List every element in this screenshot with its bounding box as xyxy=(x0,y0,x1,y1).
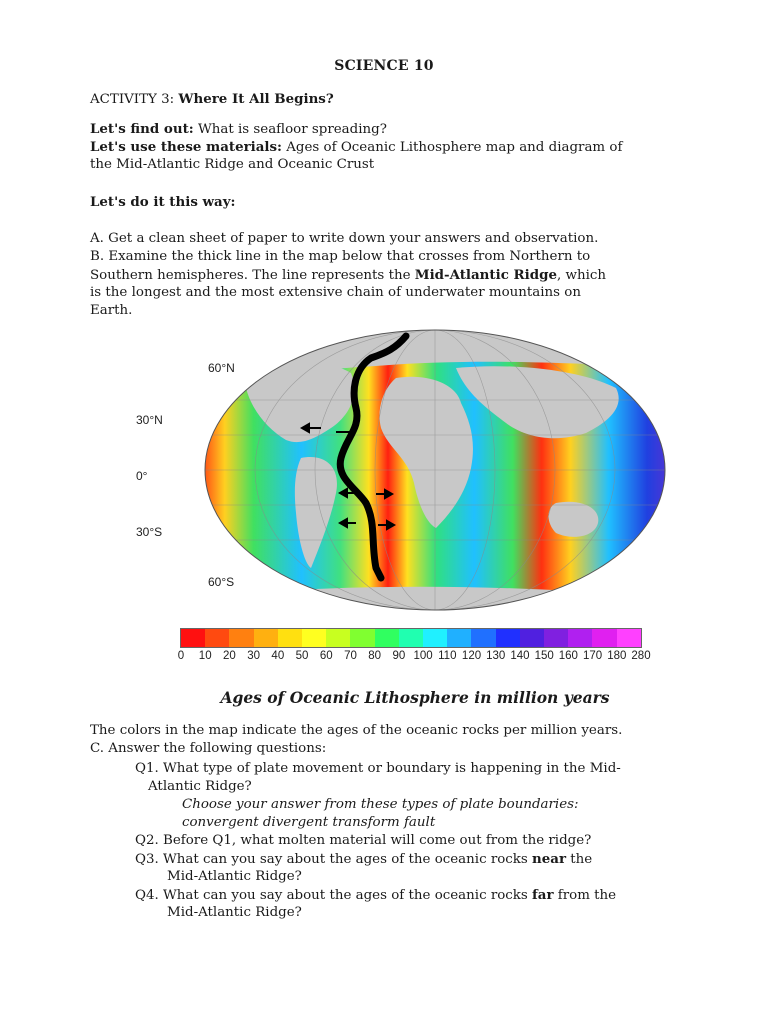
question-3-line-1 xyxy=(135,850,592,869)
colorbar-swatch xyxy=(544,629,568,647)
question-1-hint-2: convergent divergent transform fault xyxy=(182,815,436,830)
colorbar-tick-label: 70 xyxy=(344,650,357,662)
colorbar-swatch xyxy=(496,629,520,647)
colorbar-swatch xyxy=(229,629,253,647)
colorbar-tick-label: 40 xyxy=(271,650,285,662)
colorbar-swatch xyxy=(520,629,544,647)
colorbar-tick-label: 130 xyxy=(486,650,506,662)
colorbar-tick-label: 160 xyxy=(558,650,578,662)
page-title: SCIENCE 10 xyxy=(334,58,434,74)
question-4-text-end: from the xyxy=(553,888,617,903)
lat-label-30n: 30°N xyxy=(136,413,163,427)
activity-name: Where It All Begins? xyxy=(178,91,334,107)
step-b-text: Southern hemispheres. The line represents the xyxy=(90,268,415,283)
find-out-label: Let's find out: xyxy=(90,121,194,137)
map-caption: Ages of Oceanic Lithosphere in million years xyxy=(220,688,610,707)
ocean-age-map xyxy=(126,328,666,618)
colorbar-swatch xyxy=(592,629,616,647)
lat-label-30s: 30°S xyxy=(136,525,163,539)
question-3-text: Q3. What can you say about the ages of the oceanic rocks xyxy=(135,852,533,867)
colorbar-tick-label: 10 xyxy=(198,650,212,662)
question-4-line-2: Mid-Atlantic Ridge? xyxy=(167,905,302,920)
colorbar-swatch xyxy=(278,629,302,647)
colorbar-tick-label: 20 xyxy=(223,650,236,662)
lat-label-equator: 0° xyxy=(136,469,148,483)
find-out-line xyxy=(90,120,387,139)
materials-line-2: the Mid-Atlantic Ridge and Oceanic Crust xyxy=(90,157,375,172)
question-1-hint-1: Choose your answer from these types of plate boundaries: xyxy=(182,797,579,812)
question-1-line-2: Atlantic Ridge? xyxy=(148,779,252,794)
question-4-text: Q4. What can you say about the ages of the oceanic rocks xyxy=(135,888,533,903)
colorbar-swatch xyxy=(326,629,350,647)
question-1-line-1: Q1. What type of plate movement or boundary is happening in the Mid- xyxy=(135,761,621,776)
lat-label-60s: 60°S xyxy=(208,575,235,589)
question-3-text-end: the xyxy=(566,852,593,867)
colorbar-swatch xyxy=(399,629,423,647)
step-b-line-3: is the longest and the most extensive chain of underwater mountains on xyxy=(90,285,581,300)
colorbar-tick-label: 0 xyxy=(177,650,185,662)
colorbar-tick-label: 50 xyxy=(295,650,309,662)
do-it-heading: Let's do it this way: xyxy=(90,194,236,210)
step-c: C. Answer the following questions: xyxy=(90,741,327,756)
step-b-text-end: , which xyxy=(556,268,606,283)
question-2: Q2. Before Q1, what molten material will come out from the ridge? xyxy=(135,833,592,848)
colors-note: The colors in the map indicate the ages of the oceanic rocks per million years. xyxy=(90,723,623,738)
step-b-line-4: Earth. xyxy=(90,303,133,318)
colorbar-swatch xyxy=(423,629,447,647)
colorbar-tick-label: 80 xyxy=(368,650,382,662)
materials-line xyxy=(90,138,622,157)
mid-atlantic-ridge-term: Mid-Atlantic Ridge xyxy=(414,267,557,283)
question-4-line-1 xyxy=(135,886,616,905)
colorbar-tick-label: 60 xyxy=(319,650,333,662)
colorbar-tick-label: 90 xyxy=(392,650,406,662)
colorbar-swatch xyxy=(302,629,326,647)
colorbar-swatch xyxy=(471,629,495,647)
colorbar-tick-label: 120 xyxy=(461,650,482,662)
age-colorbar xyxy=(176,628,651,668)
ocean-age-map-svg xyxy=(126,328,666,618)
colorbar-swatch xyxy=(447,629,471,647)
colorbar-tick-label: 170 xyxy=(582,650,603,662)
lat-label-60n: 60°N xyxy=(208,361,235,375)
colorbar-tick-label: 280 xyxy=(631,650,651,662)
colorbar-tick-label: 110 xyxy=(438,650,457,662)
colorbar-tick-label: 140 xyxy=(510,650,530,662)
question-4-emphasis: far xyxy=(532,887,554,903)
colorbar-swatch xyxy=(350,629,374,647)
colorbar-ticks xyxy=(176,650,651,666)
colorbar-swatch xyxy=(375,629,399,647)
colorbar-swatch xyxy=(617,629,641,647)
activity-label: ACTIVITY 3: xyxy=(90,92,175,107)
colorbar-tick-label: 180 xyxy=(607,650,627,662)
colorbar-swatches xyxy=(180,628,642,648)
question-3-line-2: Mid-Atlantic Ridge? xyxy=(167,869,302,884)
colorbar-swatch xyxy=(568,629,592,647)
step-b-line-1: B. Examine the thick line in the map below that crosses from Northern to xyxy=(90,249,591,264)
question-3-emphasis: near xyxy=(532,851,567,867)
step-a: A. Get a clean sheet of paper to write down your answers and observation. xyxy=(90,231,599,246)
activity-line xyxy=(90,90,334,109)
step-b-line-2 xyxy=(90,266,606,285)
colorbar-swatch xyxy=(205,629,229,647)
colorbar-tick-label: 100 xyxy=(413,650,433,662)
find-out-text: What is seafloor spreading? xyxy=(197,122,387,137)
colorbar-swatch xyxy=(254,629,278,647)
materials-label: Let's use these materials: xyxy=(90,139,282,155)
colorbar-tick-label: 30 xyxy=(247,650,261,662)
colorbar-tick-label: 150 xyxy=(534,650,554,662)
colorbar-swatch xyxy=(181,629,205,647)
materials-text: Ages of Oceanic Lithosphere map and diagram of xyxy=(286,140,623,155)
